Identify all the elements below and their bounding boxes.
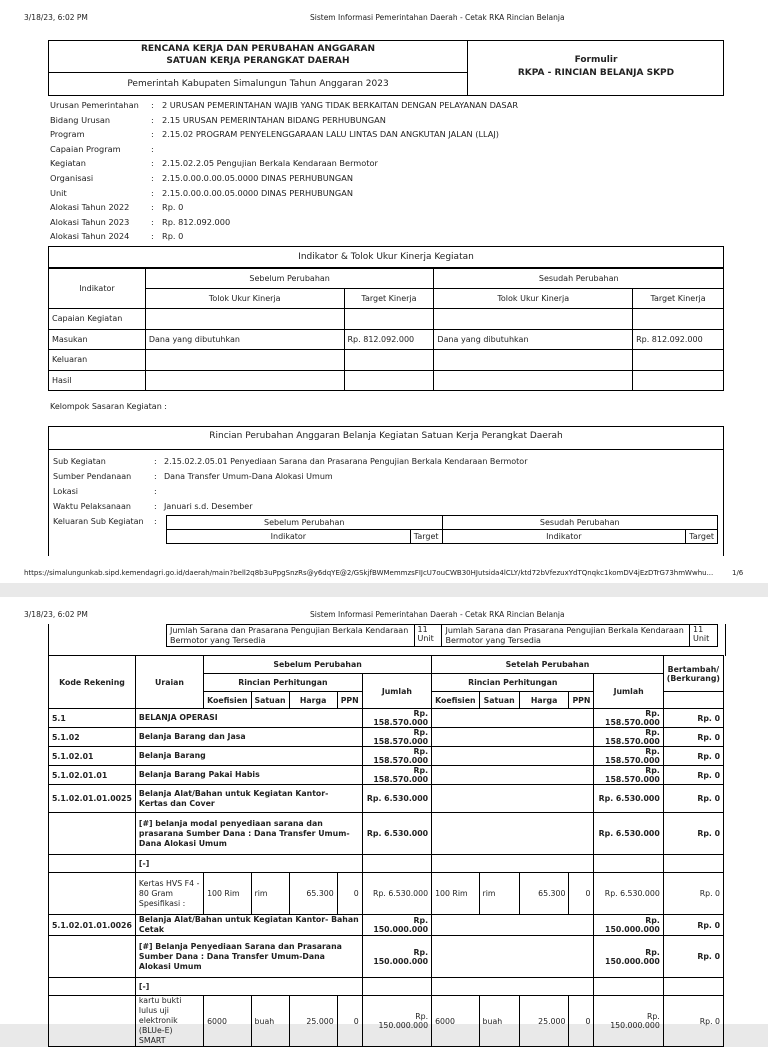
th-tolok-1: Tolok Ukur Kinerja (145, 289, 344, 309)
info-value: Rp. 0 (162, 231, 184, 242)
koefisien-after: 100 Rim (432, 873, 479, 915)
info-value: Rp. 812.092.000 (162, 216, 231, 227)
form-subtitle: Pemerintah Kabupaten Simalungun Tahun Anggaran 2023 (127, 79, 389, 89)
rincian-after-empty (432, 813, 594, 855)
info-colon: : (151, 202, 154, 213)
belanja-row (49, 978, 724, 996)
th-rincian-1: Rincian Perhitungan (204, 674, 363, 692)
target-after (633, 350, 724, 371)
th-bertambah-cont (663, 692, 723, 709)
kode-rekening: 5.1.02.01.01 (49, 766, 136, 785)
print-page-number: 1/6 (732, 569, 744, 577)
belanja-row (49, 728, 724, 747)
belanja-row (49, 873, 724, 915)
th-koefisien-1: Koefisien (204, 692, 251, 709)
jumlah-after: Rp. 6.530.000 (594, 785, 663, 813)
rincian-value: Januari s.d. Desember (164, 502, 253, 511)
rincian-colon: : (154, 472, 157, 481)
jumlah-before: Rp. 150.000.000 (362, 915, 431, 936)
kode-rekening (49, 855, 136, 873)
indikator-table (48, 268, 724, 391)
belanja-row (49, 915, 724, 936)
koefisien-before: 100 Rim (204, 873, 251, 915)
form-title-line2: SATUAN KERJA PERANGKAT DAERAH (166, 56, 350, 66)
print-url: https://simalungunkab.sipd.kemendagri.go.id/daerah/main?bell2q8b3uPpgSnzRs@y6dqYE@2/GSkjfBWMemmzsFIJcU7ouCWB30HJutsida4lCLY/ktd72bVfezuxYdTQnqkc1komDV4jEzDTrG73hmWwhu... (24, 569, 714, 577)
rincian-after-empty (432, 747, 594, 766)
harga-after: 65.300 (519, 873, 569, 915)
bertambah-berkurang: Rp. 0 (663, 915, 723, 936)
keluaran-target-after: 11 Unit (689, 625, 717, 647)
th-target-2: Target Kinerja (633, 289, 724, 309)
tolok-ukur-before (145, 370, 344, 391)
target-before (344, 350, 434, 371)
belanja-row (49, 785, 724, 813)
rincian-after-empty (432, 728, 594, 747)
info-colon: : (151, 114, 154, 125)
bertambah-berkurang: Rp. 0 (663, 813, 723, 855)
info-value: 2.15.02 PROGRAM PENYELENGGARAAN LALU LINTAS DAN ANGKUTAN JALAN (LLAJ) (162, 129, 499, 140)
jumlah-after (594, 978, 663, 996)
bertambah-berkurang: Rp. 0 (663, 766, 723, 785)
rincian-colon: : (154, 487, 157, 496)
uraian: Belanja Barang dan Jasa (135, 728, 362, 747)
jumlah-before: Rp. 158.570.000 (362, 766, 431, 785)
info-value: 2.15 URUSAN PEMERINTAHAN BIDANG PERHUBUNGAN (162, 114, 386, 125)
jumlah-before: Rp. 150.000.000 (362, 996, 431, 1047)
indikator-row (49, 329, 724, 350)
rincian-value: 2.15.02.2.05.01 Penyediaan Sarana dan Prasarana Pengujian Berkala Kendaraan Bermotor (164, 457, 528, 466)
jumlah-before: Rp. 158.570.000 (362, 728, 431, 747)
formulir-box (468, 54, 724, 80)
th-target-1: Target Kinerja (344, 289, 434, 309)
tolok-ukur-after (434, 370, 633, 391)
uraian: [-] (135, 855, 362, 873)
keluaran-target-2: Target (686, 530, 718, 544)
info-value: 2.15.02.2.05 Pengujian Berkala Kendaraan Bermotor (162, 158, 378, 169)
rincian-after-empty (432, 709, 594, 728)
rincian-label: Sumber Pendanaan (53, 472, 132, 481)
tolok-ukur-after: Dana yang dibutuhkan (434, 329, 633, 350)
info-colon: : (151, 216, 154, 227)
koefisien-before: 6000 (204, 996, 251, 1047)
rincian-after-empty (432, 978, 594, 996)
info-value: 2.15.0.00.0.00.05.0000 DINAS PERHUBUNGAN (162, 173, 353, 183)
belanja-row (49, 936, 724, 978)
info-label: Unit (50, 187, 67, 198)
target-before: Rp. 812.092.000 (344, 329, 434, 350)
kode-rekening (49, 978, 136, 996)
info-label: Capaian Program (50, 143, 121, 154)
divider (48, 449, 724, 450)
th-satuan-1: Satuan (251, 692, 289, 709)
kode-rekening: 5.1.02.01 (49, 747, 136, 766)
rincian-label: Keluaran Sub Kegiatan (53, 517, 144, 526)
tolok-ukur-before (145, 309, 344, 330)
info-colon: : (151, 173, 154, 183)
uraian: Belanja Alat/Bahan untuk Kegiatan Kantor- Bahan Cetak (135, 915, 362, 936)
info-label: Program (50, 129, 85, 140)
th-sebelum: Sebelum Perubahan (145, 269, 434, 289)
keluaran-table (166, 515, 718, 544)
jumlah-after: Rp. 158.570.000 (594, 766, 663, 785)
jumlah-after: Rp. 158.570.000 (594, 728, 663, 747)
keluaran-ind-before: Jumlah Sarana dan Prasarana Pengujian Berkala Kendaraan Bermotor yang Tersedia (167, 625, 415, 647)
uraian: Belanja Barang Pakai Habis (135, 766, 362, 785)
bertambah-berkurang: Rp. 0 (663, 747, 723, 766)
jumlah-after: Rp. 158.570.000 (594, 747, 663, 766)
keluaran-target-before: 11 Unit (414, 625, 442, 647)
kode-rekening: 5.1.02.01.01.0025 (49, 785, 136, 813)
th-sesudah: Sesudah Perubahan (434, 269, 724, 289)
info-colon: : (151, 158, 154, 169)
info-label: Urusan Pemerintahan (50, 100, 139, 110)
kode-rekening (49, 996, 136, 1047)
harga-before: 25.000 (289, 996, 337, 1047)
rincian-label: Lokasi (53, 487, 78, 496)
rincian-label: Sub Kegiatan (53, 457, 106, 466)
th-indikator: Indikator (49, 269, 146, 309)
kode-rekening: 5.1 (49, 709, 136, 728)
ppn-after: 0 (569, 873, 594, 915)
keluaran-indikator-1: Indikator (167, 530, 411, 544)
uraian: [#] Belanja Penyediaan Sarana dan Prasarana Sumber Dana : Dana Transfer Umum-Dana Alokasi Umum (135, 936, 362, 978)
bertambah-berkurang: Rp. 0 (663, 728, 723, 747)
jumlah-after: Rp. 150.000.000 (594, 915, 663, 936)
tolok-ukur-after (434, 309, 633, 330)
target-before (344, 309, 434, 330)
keluaran-sebelum: Sebelum Perubahan (167, 516, 443, 530)
jumlah-after: Rp. 6.530.000 (594, 873, 663, 915)
print-doc-title: Sistem Informasi Pemerintahan Daerah - Cetak RKA Rincian Belanja (310, 13, 565, 22)
belanja-row (49, 766, 724, 785)
th-ppn-1: PPN (337, 692, 362, 709)
rincian-colon: : (154, 457, 157, 466)
info-label: Alokasi Tahun 2022 (50, 202, 130, 213)
rincian-colon: : (154, 502, 157, 511)
uraian: Belanja Alat/Bahan untuk Kegiatan Kantor- Kertas dan Cover (135, 785, 362, 813)
rincian-colon: : (154, 517, 157, 526)
satuan-before: buah (251, 996, 289, 1047)
uraian: Kertas HVS F4 - 80 Gram Spesifikasi : (135, 873, 203, 915)
form-title (48, 43, 468, 67)
indikator-row (49, 370, 724, 391)
info-colon: : (151, 100, 154, 110)
rincian-title: Rincian Perubahan Anggaran Belanja Kegiatan Satuan Kerja Perangkat Daerah (209, 431, 563, 441)
rincian-after-empty (432, 855, 594, 873)
formulir-name: RKPA - RINCIAN BELANJA SKPD (517, 68, 675, 78)
th-satuan-2: Satuan (479, 692, 519, 709)
info-colon: : (151, 143, 154, 154)
rincian-after-empty (432, 936, 594, 978)
jumlah-before: Rp. 6.530.000 (362, 785, 431, 813)
th-setelah-perubahan: Setelah Perubahan (432, 656, 664, 674)
uraian: BELANJA OPERASI (135, 709, 362, 728)
rincian-after-empty (432, 915, 594, 936)
info-label: Organisasi (50, 173, 94, 183)
kode-rekening: 5.1.02 (49, 728, 136, 747)
info-colon: : (151, 231, 154, 242)
keluaran-target-1: Target (410, 530, 442, 544)
info-label: Bidang Urusan (50, 114, 111, 125)
jumlah-before: Rp. 158.570.000 (362, 709, 431, 728)
bertambah-berkurang: Rp. 0 (663, 785, 723, 813)
keluaran-continuation (166, 624, 718, 647)
print-datetime: 3/18/23, 6:02 PM (24, 610, 88, 619)
belanja-table (48, 655, 724, 1047)
ppn-before: 0 (337, 873, 362, 915)
tolok-ukur-before: Dana yang dibutuhkan (145, 329, 344, 350)
jumlah-before: Rp. 150.000.000 (362, 936, 431, 978)
jumlah-before: Rp. 6.530.000 (362, 873, 431, 915)
belanja-row (49, 709, 724, 728)
kode-rekening (49, 936, 136, 978)
target-after (633, 309, 724, 330)
uraian: Belanja Barang (135, 747, 362, 766)
target-after: Rp. 812.092.000 (633, 329, 724, 350)
satuan-after: buah (479, 996, 519, 1047)
th-sebelum-perubahan: Sebelum Perubahan (204, 656, 432, 674)
jumlah-after: Rp. 150.000.000 (594, 996, 663, 1047)
indikator-name: Hasil (49, 370, 146, 391)
th-jumlah-1: Jumlah (362, 674, 431, 709)
jumlah-after (594, 855, 663, 873)
satuan-after: rim (479, 873, 519, 915)
indikator-row (49, 350, 724, 371)
target-after (633, 370, 724, 391)
th-koefisien-2: Koefisien (432, 692, 479, 709)
keluaran-ind-after: Jumlah Sarana dan Prasarana Pengujian Berkala Kendaraan Bermotor yang Tersedia (442, 625, 690, 647)
info-value: 2 URUSAN PEMERINTAHAN WAJIB YANG TIDAK BERKAITAN DENGAN PELAYANAN DASAR (162, 100, 519, 110)
uraian: [#] belanja modal penyediaan sarana dan prasarana Sumber Dana : Dana Transfer Umum-Dana Alokasi Umum (135, 813, 362, 855)
rincian-after-empty (432, 766, 594, 785)
th-kode-rekening: Kode Rekening (49, 656, 136, 709)
kelompok-sasaran: Kelompok Sasaran Kegiatan : (50, 402, 168, 411)
bertambah-berkurang: Rp. 0 (663, 996, 723, 1047)
print-doc-title: Sistem Informasi Pemerintahan Daerah - Cetak RKA Rincian Belanja (310, 610, 565, 619)
kode-rekening (49, 873, 136, 915)
rincian-label: Waktu Pelaksanaan (53, 502, 131, 511)
indikator-name: Masukan (49, 329, 146, 350)
form-title-line1: RENCANA KERJA DAN PERUBAHAN ANGGARAN (140, 44, 376, 54)
harga-before: 65.300 (289, 873, 337, 915)
koefisien-after: 6000 (432, 996, 479, 1047)
rincian-value: Dana Transfer Umum-Dana Alokasi Umum (164, 472, 333, 481)
th-harga-1: Harga (289, 692, 337, 709)
belanja-row (49, 996, 724, 1047)
keluaran-indikator-2: Indikator (442, 530, 686, 544)
jumlah-after: Rp. 158.570.000 (594, 709, 663, 728)
info-value: 2.15.0.00.0.00.05.0000 DINAS PERHUBUNGAN (162, 187, 353, 198)
th-rincian-2: Rincian Perhitungan (432, 674, 594, 692)
th-jumlah-2: Jumlah (594, 674, 663, 709)
indikator-name: Keluaran (49, 350, 146, 371)
indikator-name: Capaian Kegiatan (49, 309, 146, 330)
bertambah-berkurang: Rp. 0 (663, 709, 723, 728)
indikator-row (49, 309, 724, 330)
uraian: [-] (135, 978, 362, 996)
bertambah-berkurang (663, 855, 723, 873)
info-label: Kegiatan (50, 158, 86, 169)
jumlah-before: Rp. 158.570.000 (362, 747, 431, 766)
jumlah-before (362, 978, 431, 996)
info-label: Alokasi Tahun 2024 (50, 231, 130, 242)
th-ppn-2: PPN (569, 692, 594, 709)
kode-rekening (49, 813, 136, 855)
jumlah-before: Rp. 6.530.000 (362, 813, 431, 855)
belanja-row (49, 855, 724, 873)
tolok-ukur-after (434, 350, 633, 371)
th-harga-2: Harga (519, 692, 569, 709)
formulir-label: Formulir (574, 55, 618, 65)
bertambah-berkurang: Rp. 0 (663, 873, 723, 915)
rincian-after-empty (432, 785, 594, 813)
bertambah-berkurang (663, 978, 723, 996)
target-before (344, 370, 434, 391)
info-label: Alokasi Tahun 2023 (50, 216, 130, 227)
satuan-before: rim (251, 873, 289, 915)
th-tolok-2: Tolok Ukur Kinerja (434, 289, 633, 309)
th-bertambah: Bertambah/ (Berkurang) (663, 656, 723, 692)
belanja-row (49, 813, 724, 855)
bertambah-berkurang: Rp. 0 (663, 936, 723, 978)
tolok-ukur-before (145, 350, 344, 371)
jumlah-after: Rp. 6.530.000 (594, 813, 663, 855)
belanja-row (49, 747, 724, 766)
print-datetime: 3/18/23, 6:02 PM (24, 13, 88, 22)
info-colon: : (151, 187, 154, 198)
uraian: kartu bukti lulus uji elektronik (BLUe-E) SMART (135, 996, 203, 1047)
jumlah-after: Rp. 150.000.000 (594, 936, 663, 978)
ppn-after: 0 (569, 996, 594, 1047)
print-page-2 (0, 597, 768, 1045)
kode-rekening: 5.1.02.01.01.0026 (49, 915, 136, 936)
th-uraian: Uraian (135, 656, 203, 709)
info-value: Rp. 0 (162, 202, 184, 213)
ppn-before: 0 (337, 996, 362, 1047)
info-colon: : (151, 129, 154, 140)
indikator-title: Indikator & Tolok Ukur Kinerja Kegiatan (48, 246, 724, 268)
harga-after: 25.000 (519, 996, 569, 1047)
jumlah-before (362, 855, 431, 873)
keluaran-sesudah: Sesudah Perubahan (442, 516, 718, 530)
